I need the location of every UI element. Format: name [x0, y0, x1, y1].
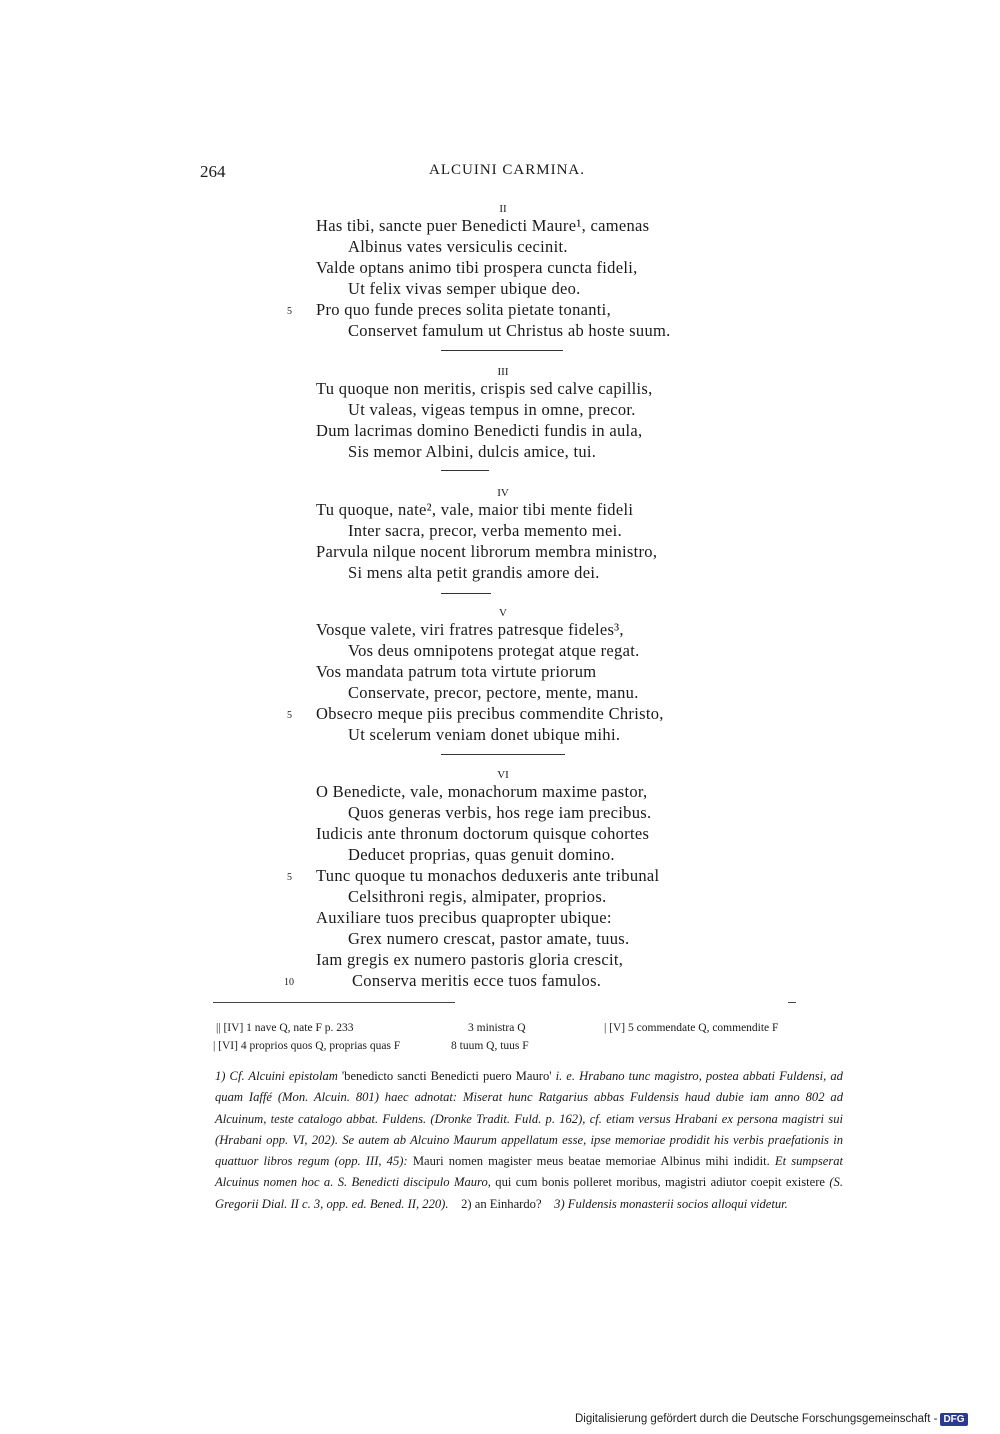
- verse-line: Albinus vates versiculis cecinit.: [348, 237, 568, 256]
- poem-numeral: IV: [497, 487, 509, 499]
- footnote-text: Et sumpserat Alcuinus nomen hoc a. S. Benedicti discipulo Mauro,: [215, 1154, 844, 1190]
- verse-line: Iudicis ante thronum doctorum quisque cohortes: [316, 824, 650, 843]
- poem-numeral: V: [499, 607, 507, 619]
- verse-line: Iam gregis ex numero pastoris gloria crescit,: [316, 950, 624, 969]
- page-number: 264: [200, 162, 226, 181]
- verse-line: Deducet proprias, quas genuit domino.: [348, 845, 615, 864]
- verse-line: Inter sacra, precor, verba memento mei.: [348, 521, 622, 540]
- footnote-1: [215, 1066, 843, 1215]
- verse-line: Grex numero crescat, pastor amate, tuus.: [348, 929, 630, 948]
- footnote-text: (S. Gregorii Dial. II c. 3, opp. ed. Bened. II, 220).: [215, 1175, 843, 1211]
- section-divider: [441, 350, 563, 351]
- verse-line: Obsecro meque piis precibus commendite Christo,: [316, 704, 664, 723]
- verse-line: Quos generas verbis, hos rege iam precibus.: [348, 803, 652, 822]
- dfg-logo: DFG: [940, 1413, 967, 1426]
- footnote-text: Mauri nomen magister meus beatae memoriae Albinus mihi indidit.: [412, 1154, 770, 1169]
- line-number: 5: [287, 710, 292, 721]
- poem-numeral: II: [499, 203, 507, 215]
- digitization-credit: [575, 1413, 968, 1426]
- apparatus-entry: || [IV] 1 nave Q, nate F p. 233: [216, 1022, 354, 1034]
- credit-text: Digitalisierung gefördert durch die Deutsche Forschungsgemeinschaft -: [575, 1413, 938, 1425]
- verse-line: Has tibi, sancte puer Benedicti Maure¹, camenas: [316, 216, 650, 235]
- verse-line: Sis memor Albini, dulcis amice, tui.: [348, 442, 597, 461]
- line-number: 10: [284, 977, 294, 988]
- verse-line: Pro quo funde preces solita pietate tonanti,: [316, 300, 611, 319]
- footnote-text: 'benedicto sancti Benedicti puero Mauro': [341, 1069, 552, 1083]
- verse-line: Ut scelerum veniam donet ubique mihi.: [348, 725, 621, 744]
- verse-line: Conserva meritis ecce tuos famulos.: [352, 971, 602, 990]
- verse-line: Vos deus omnipotens protegat atque regat.: [348, 641, 640, 660]
- verse-line: Si mens alta petit grandis amore dei.: [348, 563, 600, 582]
- poem-numeral: III: [497, 366, 509, 378]
- apparatus-entry: 3 ministra Q: [468, 1022, 526, 1034]
- line-number: 5: [287, 872, 292, 883]
- verse-line: Auxiliare tuos precibus quapropter ubique:: [316, 908, 612, 927]
- poem-numeral: VI: [497, 769, 509, 781]
- footnotes: [215, 1066, 843, 1215]
- apparatus-entry: | [V] 5 commendate Q, commendite F: [604, 1022, 779, 1034]
- verse-line: Conservate, precor, pectore, mente, manu.: [348, 683, 639, 702]
- section-divider: [441, 754, 565, 755]
- verse-line: Tu quoque non meritis, crispis sed calve capillis,: [316, 379, 653, 398]
- footnote-text: 1) Cf. Alcuini epistolam: [215, 1069, 342, 1083]
- footnote-3: 3) Fuldensis monasterii socios alloqui videtur.: [554, 1196, 788, 1211]
- apparatus-entry: | [VI] 4 proprios quos Q, proprias quas F: [213, 1040, 401, 1052]
- section-divider: [441, 593, 491, 594]
- verse-line: Tu quoque, nate², vale, maior tibi mente fideli: [316, 500, 634, 519]
- apparatus-entry: 8 tuum Q, tuus F: [451, 1040, 529, 1052]
- footnote-separator-tick: [788, 1002, 796, 1003]
- verse-line: Ut felix vivas semper ubique deo.: [348, 279, 581, 298]
- footnote-text: i. e. Hrabano tunc magistro, postea abbati Fuldensi, ad quam Iaffé (Mon. Alcuin. 801) haec adnotat: Miserat hunc Ratgarius abbas Fuldensis haud dubie iam anno 802 ad Alcuinum, teste catalogo abbat. Fuldens. (Dronke Tradit. Fuld. p. 162), cf. etiam versus Hrabani ex persona magistri sui (Hrabani opp. VI, 202). Se autem ab Alcuino Maurum appellatum esse, ipse memoriae prodidit his verbis praefationis in quattuor libros regum (opp. III, 45):: [215, 1069, 843, 1169]
- section-divider: [441, 470, 489, 471]
- verse-line: Tunc quoque tu monachos deduxeris ante tribunal: [316, 866, 660, 885]
- verse-line: Conservet famulum ut Christus ab hoste suum.: [348, 321, 671, 340]
- running-title: ALCUINI CARMINA.: [429, 162, 585, 178]
- verse-line: Celsithroni regis, almipater, proprios.: [348, 887, 607, 906]
- line-number: 5: [287, 306, 292, 317]
- verse-line: Dum lacrimas domino Benedicti fundis in aula,: [316, 421, 643, 440]
- verse-line: Valde optans animo tibi prospera cuncta fideli,: [316, 258, 638, 277]
- footnote-2: 2) an Einhardo?: [461, 1196, 542, 1211]
- verse-line: Parvula nilque nocent librorum membra ministro,: [316, 542, 658, 561]
- verse-line: Vosque valete, viri fratres patresque fideles³,: [316, 620, 624, 639]
- verse-line: Ut valeas, vigeas tempus in omne, precor.: [348, 400, 636, 419]
- footnote-text: qui cum bonis polleret moribus, magistri adiutor coepit existere: [495, 1175, 825, 1190]
- footnote-separator: [213, 1002, 455, 1003]
- verse-line: O Benedicte, vale, monachorum maxime pastor,: [316, 782, 648, 801]
- verse-line: Vos mandata patrum tota virtute priorum: [316, 662, 597, 681]
